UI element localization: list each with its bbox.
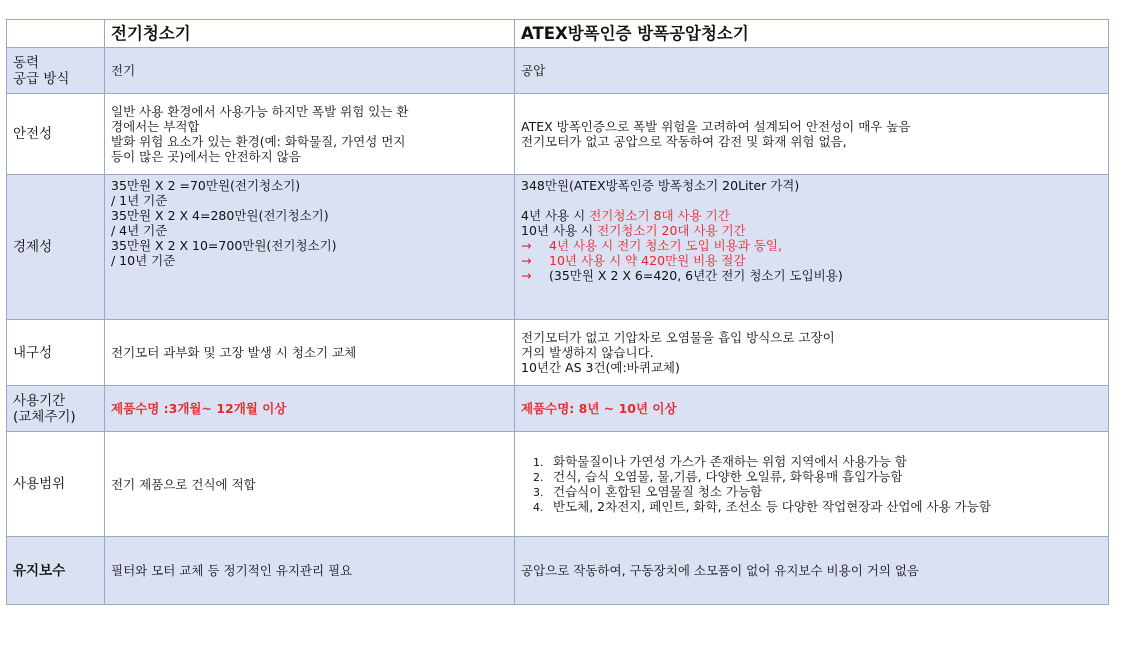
safety-electric-cell — [105, 94, 515, 175]
economy-arrow-text: 10년 사용 시 약 420만원 비용 절감 — [549, 253, 746, 268]
economy-4y-highlight: 전기청소기 8대 사용 기간 — [589, 208, 730, 223]
safety-pneumatic-cell — [515, 94, 1109, 175]
economy-4y-line — [521, 208, 1102, 223]
economy-arrow-line-2 — [521, 253, 1102, 268]
economy-arrow-line-3 — [521, 268, 1102, 283]
safety-pneumatic-line: 전기모터가 없고 공압으로 작동하여 감전 및 화재 위험 없음, — [521, 134, 847, 149]
economy-spacer — [521, 193, 1102, 208]
label-power-supply — [7, 48, 105, 94]
maintenance-pneumatic-cell: 공압으로 작동하여, 구동장치에 소모품이 없어 유지보수 비용이 거의 없음 — [515, 537, 1109, 605]
list-item: 2. 건식, 습식 오염물, 물,기름, 다양한 오일류, 화학용매 흡입가능함 — [547, 469, 1102, 484]
safety-electric-line: 발화 위험 요소가 있는 환경(예: 화학물질, 가연성 먼지 — [111, 134, 406, 149]
label-power-line2: 공급 방식 — [13, 70, 70, 87]
economy-electric-line: 35만원 X 2 X 4=280만원(전기청소기) — [111, 208, 329, 223]
label-lifespan — [7, 386, 105, 432]
arrow-icon: → — [521, 238, 532, 253]
lifespan-pneumatic-cell: 제품수명: 8년 ~ 10년 이상 — [515, 386, 1109, 432]
durability-pneumatic-line: 전기모터가 없고 기압차로 오염물을 흡입 방식으로 고장이 — [521, 330, 835, 345]
economy-electric-line: / 10년 기준 — [111, 253, 176, 268]
economy-electric-line: 35만원 X 2 =70만원(전기청소기) — [111, 178, 301, 193]
economy-electric-line: 35만원 X 2 X 10=700만원(전기청소기) — [111, 238, 337, 253]
header-electric-vacuum: 전기청소기 — [105, 20, 515, 48]
economy-electric-cell — [105, 175, 515, 320]
durability-electric-cell: 전기모터 과부화 및 고장 발생 시 청소기 교체 — [105, 320, 515, 386]
arrow-icon: → — [521, 268, 532, 283]
economy-arrow-text: 4년 사용 시 전기 청소기 도입 비용과 동일, — [549, 238, 782, 253]
safety-electric-line: 일반 사용 환경에서 사용가능 하지만 폭발 위험 있는 환 — [111, 104, 409, 119]
header-atex-pneumatic-vacuum: ATEX방폭인증 방폭공압청소기 — [515, 20, 1109, 48]
maintenance-electric-cell: 필터와 모터 교체 등 정기적인 유지관리 필요 — [105, 537, 515, 605]
header-empty-cell — [7, 20, 105, 48]
lifespan-electric-cell: 제품수명 :3개월~ 12개월 이상 — [105, 386, 515, 432]
economy-10y-prefix: 10년 사용 시 — [521, 223, 598, 238]
safety-pneumatic-line: ATEX 방폭인증으로 폭발 위험을 고려하여 설계되어 안전성이 매우 높음 — [521, 119, 911, 134]
economy-electric-line: / 4년 기준 — [111, 223, 168, 238]
label-lifespan-line2: (교체주기) — [13, 408, 76, 425]
scope-electric-cell: 전기 제품으로 건식에 적합 — [105, 432, 515, 537]
list-item: 4. 반도체, 2차전지, 페인트, 화학, 조선소 등 다양한 작업현장과 산업에 사용 가능함 — [547, 499, 1102, 514]
row-safety — [7, 94, 1109, 175]
scope-pneumatic-cell — [515, 432, 1109, 537]
economy-pneumatic-price: 348만원(ATEX방폭인증 방폭청소기 20Liter 가격) — [521, 178, 800, 193]
safety-electric-line: 등이 많은 곳)에서는 안전하지 않음 — [111, 149, 301, 164]
row-economy — [7, 175, 1109, 320]
comparison-table — [6, 19, 1109, 605]
header-row — [7, 20, 1109, 48]
economy-10y-line — [521, 223, 1102, 238]
list-item: 1. 화학물질이나 가연성 가스가 존재하는 위험 지역에서 사용가능 함 — [547, 454, 1102, 469]
list-item: 3. 건습식이 혼합된 오염물질 청소 가능함 — [547, 484, 1102, 499]
row-lifespan — [7, 386, 1109, 432]
durability-pneumatic-line: 10년간 AS 3건(예:바퀴교체) — [521, 360, 680, 375]
safety-electric-line: 경에서는 부적합 — [111, 119, 200, 134]
economy-10y-highlight: 전기청소기 20대 사용 기간 — [597, 223, 746, 238]
durability-pneumatic-cell — [515, 320, 1109, 386]
economy-4y-prefix: 4년 사용 시 — [521, 208, 590, 223]
label-lifespan-line1: 사용기간 — [13, 392, 66, 409]
power-electric-cell: 전기 — [105, 48, 515, 94]
row-usage-scope — [7, 432, 1109, 537]
label-maintenance: 유지보수 — [7, 537, 105, 605]
label-usage-scope: 사용범위 — [7, 432, 105, 537]
economy-arrow-line-1 — [521, 238, 1102, 253]
economy-pneumatic-cell — [515, 175, 1109, 320]
economy-arrow-text: (35만원 X 2 X 6=420, 6년간 전기 청소기 도입비용) — [549, 268, 843, 283]
scope-pneumatic-list — [521, 454, 1102, 514]
row-maintenance — [7, 537, 1109, 605]
durability-pneumatic-line: 거의 발생하지 않습니다. — [521, 345, 654, 360]
row-durability — [7, 320, 1109, 386]
row-power-supply — [7, 48, 1109, 94]
power-pneumatic-cell: 공압 — [515, 48, 1109, 94]
economy-electric-line: / 1년 기준 — [111, 193, 168, 208]
label-economy: 경제성 — [7, 175, 105, 320]
label-safety: 안전성 — [7, 94, 105, 175]
arrow-icon: → — [521, 253, 532, 268]
label-durability: 내구성 — [7, 320, 105, 386]
label-power-line1: 동력 — [13, 54, 40, 71]
